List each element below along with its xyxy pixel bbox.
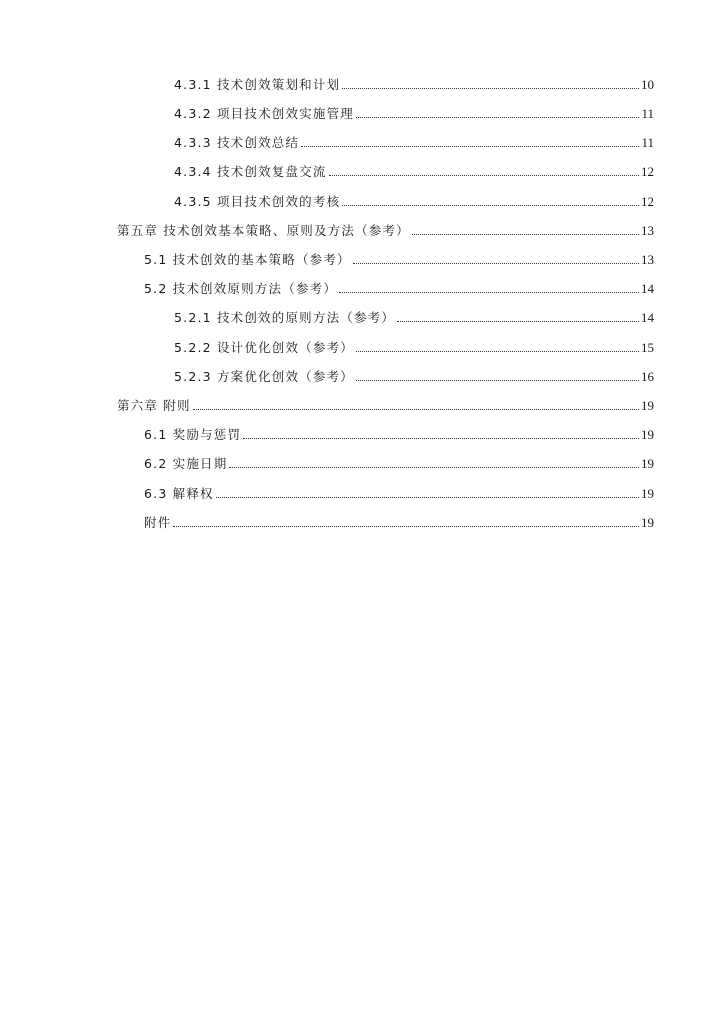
dot-leader <box>342 88 639 89</box>
toc-entry-page: 11 <box>641 106 654 121</box>
toc-entry-title: 6.2 实施日期 <box>144 456 228 471</box>
toc-entry[interactable] <box>174 306 654 326</box>
dot-leader <box>412 234 639 235</box>
toc-entry-page: 15 <box>641 340 654 355</box>
toc-entry-page: 11 <box>641 135 654 150</box>
toc-entry-title: 4.3.1 技术创效策划和计划 <box>174 77 341 92</box>
dot-leader <box>356 117 639 118</box>
dot-leader <box>356 351 639 352</box>
dot-leader <box>193 409 639 410</box>
toc-entry[interactable] <box>174 102 654 122</box>
toc-entry-title: 5.2.2 设计优化创效（参考） <box>174 340 354 355</box>
toc-entry[interactable] <box>117 394 654 414</box>
toc-entry-page: 12 <box>641 164 654 179</box>
toc-entry[interactable] <box>174 73 654 93</box>
toc-entry-page: 14 <box>641 281 654 296</box>
toc-entry-title: 4.3.4 技术创效复盘交流 <box>174 164 327 179</box>
toc-entry-page: 13 <box>641 252 654 267</box>
toc-entry[interactable] <box>174 190 654 210</box>
toc-entry[interactable] <box>117 219 654 239</box>
toc-entry-page: 19 <box>641 456 654 471</box>
dot-leader <box>243 438 639 439</box>
toc-entry-title: 附件 <box>144 515 172 530</box>
dot-leader <box>339 292 639 293</box>
toc-entry-page: 12 <box>641 194 654 209</box>
toc-entry-title: 5.1 技术创效的基本策略（参考） <box>144 252 351 267</box>
toc-entry-page: 16 <box>641 369 654 384</box>
toc-entry-title: 5.2.3 方案优化创效（参考） <box>174 369 354 384</box>
toc-entry-title: 4.3.5 项目技术创效的考核 <box>174 194 341 209</box>
dot-leader <box>397 321 639 322</box>
toc-entry-title: 4.3.2 项目技术创效实施管理 <box>174 106 354 121</box>
dot-leader <box>216 497 639 498</box>
toc-entry-title: 6.3 解释权 <box>144 486 214 501</box>
dot-leader <box>301 146 639 147</box>
toc-entry[interactable] <box>144 482 654 502</box>
toc-entry[interactable] <box>144 452 654 472</box>
toc-entry[interactable] <box>144 248 654 268</box>
toc-entry[interactable] <box>174 336 654 356</box>
dot-leader <box>342 205 639 206</box>
toc-entry-title: 4.3.3 技术创效总结 <box>174 135 300 150</box>
dot-leader <box>356 380 639 381</box>
dot-leader <box>229 467 639 468</box>
toc-entry-title: 5.2.1 技术创效的原则方法（参考） <box>174 310 396 325</box>
toc-entry[interactable] <box>144 277 654 297</box>
toc-entry[interactable] <box>144 511 654 531</box>
dot-leader <box>353 263 639 264</box>
toc-entry[interactable] <box>144 423 654 443</box>
toc-entry-page: 19 <box>641 398 654 413</box>
toc-entry[interactable] <box>174 365 654 385</box>
dot-leader <box>329 175 639 176</box>
toc-entry-page: 10 <box>641 77 654 92</box>
toc-entry-page: 19 <box>641 486 654 501</box>
toc-entry-title: 第六章 附则 <box>117 398 191 413</box>
toc-entry-title: 5.2 技术创效原则方法（参考） <box>144 281 338 296</box>
toc-entry-title: 第五章 技术创效基本策略、原则及方法（参考） <box>117 223 410 238</box>
toc-entry-page: 13 <box>641 223 654 238</box>
toc-entry-page: 19 <box>641 515 654 530</box>
toc-entry-title: 6.1 奖励与惩罚 <box>144 427 242 442</box>
toc-entry[interactable] <box>174 160 654 180</box>
toc-entry-page: 19 <box>641 427 654 442</box>
toc-entry[interactable] <box>174 131 654 151</box>
dot-leader <box>173 526 639 527</box>
toc-entry-page: 14 <box>641 310 654 325</box>
